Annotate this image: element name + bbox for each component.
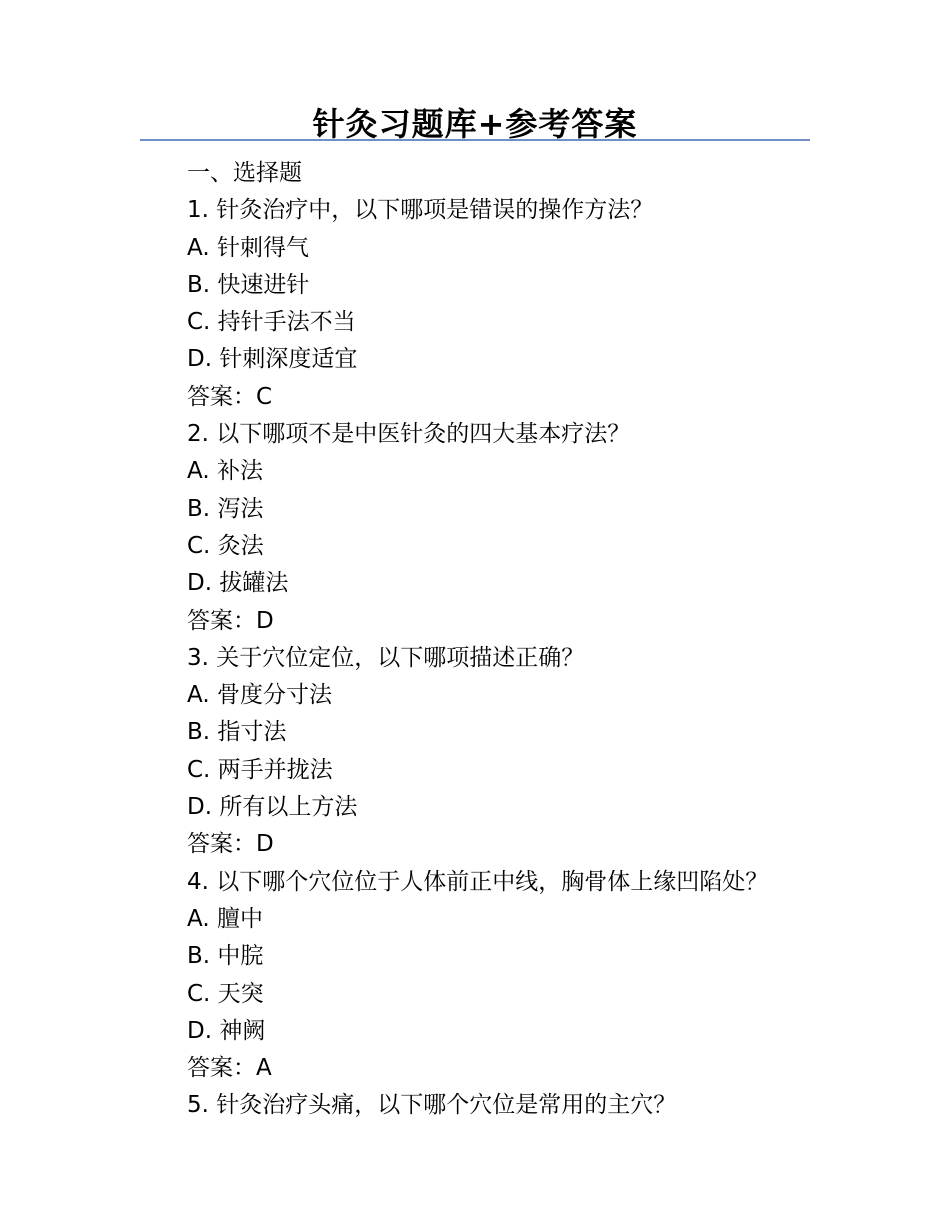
answer-line: 答案：C — [187, 383, 273, 410]
question-stem: 2. 以下哪项不是中医针灸的四大基本疗法？ — [187, 421, 631, 448]
question-3 — [187, 640, 827, 864]
option-a: A. 针刺得气 — [187, 234, 309, 261]
question-stem: 5. 针灸治疗头痛，以下哪个穴位是常用的主穴？ — [187, 1092, 677, 1119]
option-b: B. 泻法 — [187, 495, 264, 522]
question-5 — [187, 1087, 827, 1124]
option-d: D. 拔罐法 — [187, 570, 289, 597]
answer-line: 答案：A — [187, 1055, 272, 1082]
question-4 — [187, 864, 827, 1088]
answer-line: 答案：D — [187, 831, 274, 858]
option-a: A. 膻中 — [187, 905, 263, 932]
option-c: C. 两手并拢法 — [187, 756, 333, 783]
option-a: A. 补法 — [187, 458, 263, 485]
option-a: A. 骨度分寸法 — [187, 682, 332, 709]
option-b: B. 中脘 — [187, 943, 264, 970]
question-stem: 4. 以下哪个穴位位于人体前正中线，胸骨体上缘凹陷处？ — [187, 868, 769, 895]
option-c: C. 持针手法不当 — [187, 309, 356, 336]
section-heading: 一、选择题 — [187, 160, 302, 186]
option-b: B. 快速进针 — [187, 271, 310, 298]
question-stem: 1. 针灸治疗中，以下哪项是错误的操作方法？ — [187, 197, 654, 224]
question-1 — [187, 192, 827, 416]
option-d: D. 神阙 — [187, 1017, 266, 1044]
document-body — [187, 155, 827, 1125]
question-stem: 3. 关于穴位定位，以下哪项描述正确？ — [187, 644, 585, 671]
option-d: D. 针刺深度适宜 — [187, 346, 358, 373]
question-2 — [187, 416, 827, 640]
option-c: C. 灸法 — [187, 532, 264, 559]
option-b: B. 指寸法 — [187, 719, 287, 746]
option-c: C. 天突 — [187, 980, 264, 1007]
title-underline — [140, 139, 810, 141]
answer-line: 答案：D — [187, 607, 274, 634]
document-title: 针灸习题库+参考答案 — [312, 105, 638, 143]
option-d: D. 所有以上方法 — [187, 794, 358, 821]
